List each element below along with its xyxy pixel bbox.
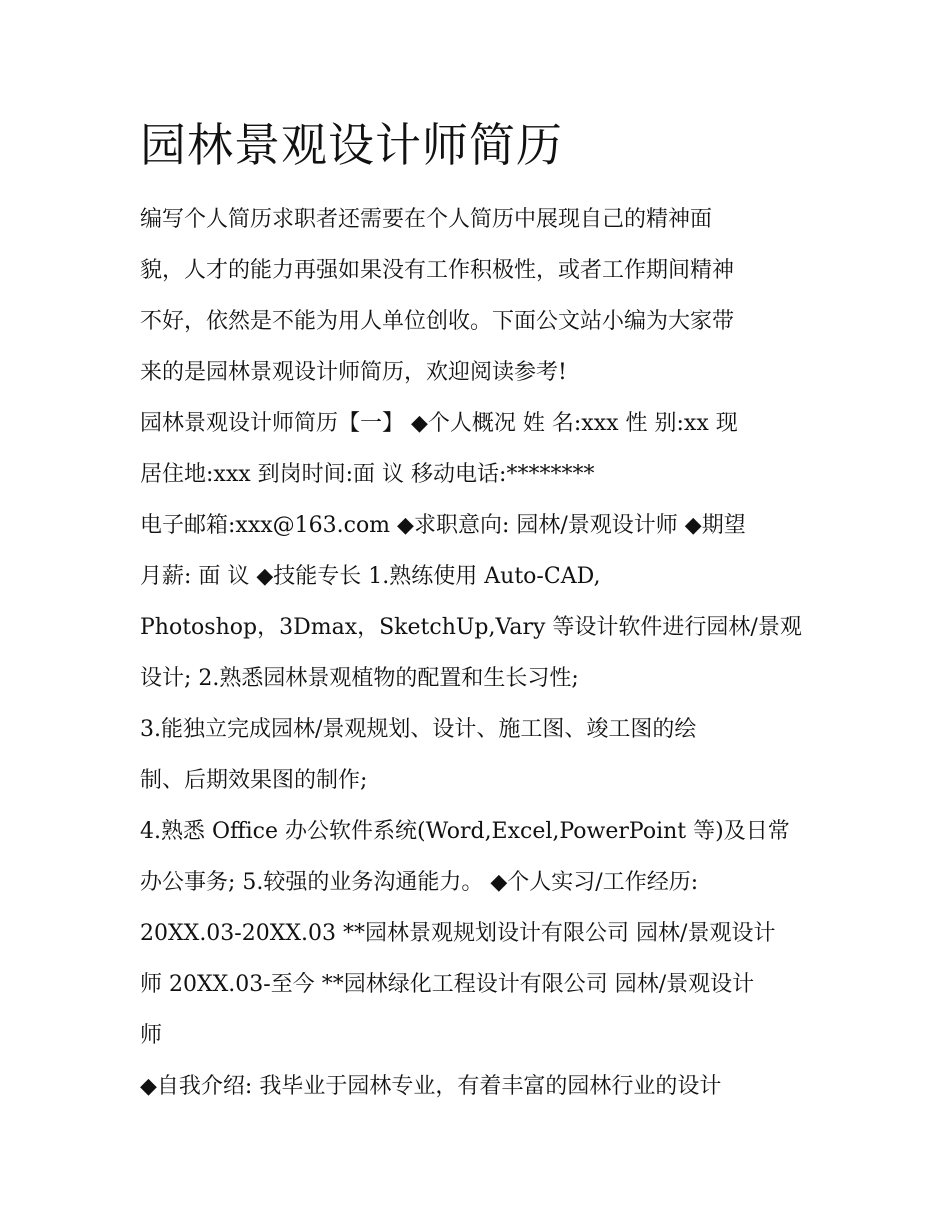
text-line: 电子邮箱:xxx@163.com ◆求职意向: 园林/景观设计师 ◆期望 bbox=[140, 513, 746, 538]
text-line: 编写个人简历求职者还需要在个人简历中展现自己的精神面 bbox=[140, 207, 713, 232]
skills-paragraph bbox=[140, 602, 812, 704]
text-line: 园林景观设计师简历【一】 ◆个人概况 姓 名:xxx 性 别:xx 现 bbox=[140, 411, 738, 436]
text-line: 20XX.03-20XX.03 **园林景观规划设计有限公司 园林/景观设计 bbox=[140, 921, 776, 946]
text-line: ◆自我介绍: 我毕业于园林专业，有着丰富的园林行业的设计 bbox=[140, 1074, 722, 1099]
text-line: 3.能独立完成园林/景观规划、设计、施工图、竣工图的绘 bbox=[140, 717, 697, 742]
self-introduction-paragraph bbox=[140, 1061, 812, 1112]
intro-paragraph bbox=[140, 194, 812, 398]
text-line: 貌，人才的能力再强如果没有工作积极性，或者工作期间精神 bbox=[140, 258, 735, 283]
document-title: 园林景观设计师简历 bbox=[140, 118, 563, 172]
document-page bbox=[140, 112, 812, 1112]
skills-paragraph-2 bbox=[140, 704, 812, 806]
text-line: Photoshop，3Dmax，SketchUp,Vary 等设计软件进行园林/景观 bbox=[140, 615, 802, 640]
text-line: 4.熟悉 Office 办公软件系统(Word,Excel,PowerPoint 等)及日常 bbox=[140, 819, 790, 844]
text-line: 居住地:xxx 到岗时间:面 议 移动电话:******** bbox=[140, 462, 595, 487]
text-line: 师 bbox=[140, 1023, 163, 1048]
text-line: 师 20XX.03-至今 **园林绿化工程设计有限公司 园林/景观设计 bbox=[140, 972, 755, 997]
text-line: 设计; 2.熟悉园林景观植物的配置和生长习性; bbox=[140, 666, 579, 691]
personal-overview-paragraph bbox=[140, 398, 812, 500]
work-experience-paragraph bbox=[140, 908, 812, 1061]
job-intention-paragraph bbox=[140, 500, 812, 602]
text-line: 不好，依然是不能为用人单位创收。下面公文站小编为大家带 bbox=[140, 309, 735, 334]
text-line: 制、后期效果图的制作; bbox=[140, 768, 368, 793]
skills-paragraph-3 bbox=[140, 806, 812, 908]
text-line: 办公事务; 5.较强的业务沟通能力。 ◆个人实习/工作经历: bbox=[140, 870, 699, 895]
text-line: 月薪: 面 议 ◆技能专长 1.熟练使用 Auto-CAD, bbox=[140, 564, 601, 589]
text-line: 来的是园林景观设计师简历，欢迎阅读参考! bbox=[140, 360, 567, 385]
